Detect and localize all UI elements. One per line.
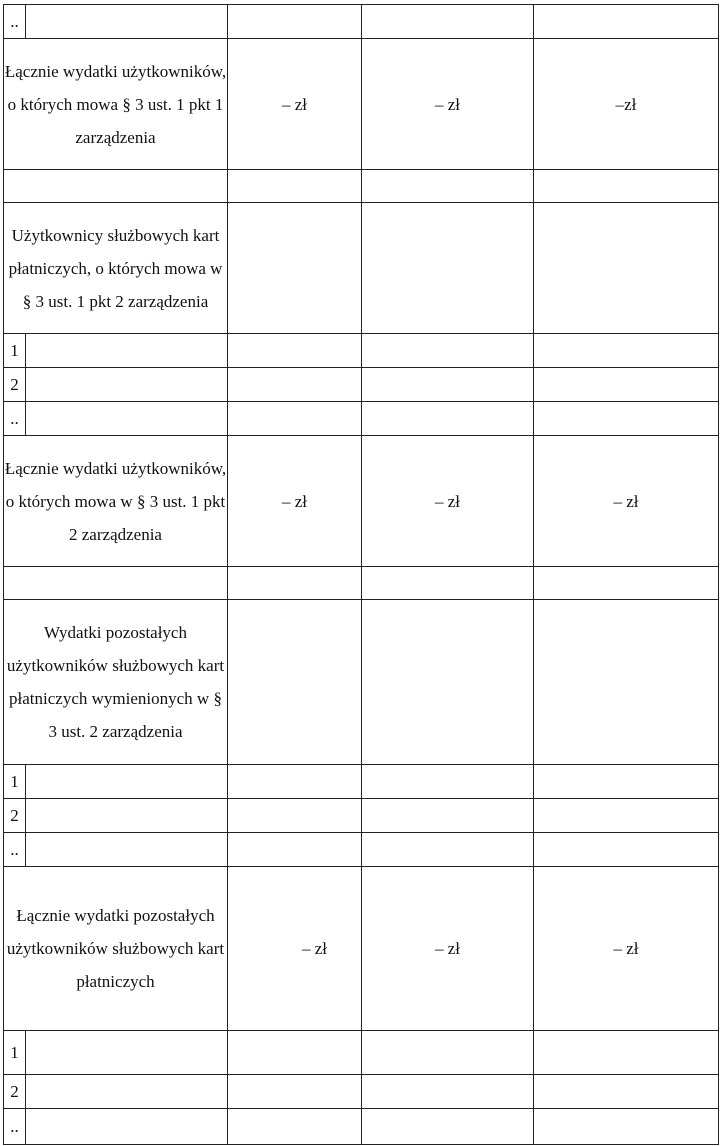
row-index: 1	[4, 765, 26, 799]
row-name-cell	[26, 5, 228, 39]
total-label: Łącznie wydatki użytkowników, o których mowa § 3 ust. 1 pkt 1 zarządzenia	[4, 39, 228, 170]
value-cell	[534, 5, 719, 39]
total-value-col2: – zł	[362, 436, 534, 567]
total-row	[4, 39, 719, 170]
total-value-col3: – zł	[534, 436, 719, 567]
table-row	[4, 833, 719, 867]
row-index: 2	[4, 799, 26, 833]
total-value-col1: – zł	[228, 867, 362, 1031]
row-index: ..	[4, 5, 26, 39]
row-index: 2	[4, 368, 26, 402]
table-row	[4, 799, 719, 833]
total-row	[4, 867, 719, 1031]
row-index: ..	[4, 1109, 26, 1145]
row-index: 2	[4, 1075, 26, 1109]
total-value-col3: –zł	[534, 39, 719, 170]
total-value-col2: – zł	[362, 867, 534, 1031]
total-value-col1: – zł	[228, 436, 362, 567]
section-header-label: Użytkownicy służbowych kart płatniczych, o których mowa w § 3 ust. 1 pkt 2 zarządzenia	[4, 203, 228, 334]
table-row	[4, 334, 719, 368]
total-value-col2: – zł	[362, 39, 534, 170]
table-row	[4, 1109, 719, 1145]
row-index: ..	[4, 402, 26, 436]
total-value-col1: – zł	[228, 39, 362, 170]
spacer-row	[4, 567, 719, 600]
total-label: Łącznie wydatki pozostałych użytkowników służbowych kart płatniczych	[4, 867, 228, 1031]
table-row	[4, 368, 719, 402]
value-cell	[228, 5, 362, 39]
section-header-label: Wydatki pozostałych użytkowników służbowych kart płatniczych wymienionych w § 3 ust. 2 zarządzenia	[4, 600, 228, 765]
row-index: 1	[4, 334, 26, 368]
table-row	[4, 402, 719, 436]
expense-table	[3, 4, 719, 1145]
total-row	[4, 436, 719, 567]
section-header-row	[4, 203, 719, 334]
total-value-col3: – zł	[534, 867, 719, 1031]
value-cell	[362, 5, 534, 39]
total-label: Łącznie wydatki użytkowników, o których mowa w § 3 ust. 1 pkt 2 zarządzenia	[4, 436, 228, 567]
table-row	[4, 1031, 719, 1075]
spacer-row	[4, 170, 719, 203]
row-index: 1	[4, 1031, 26, 1075]
table-row	[4, 5, 719, 39]
table-row	[4, 765, 719, 799]
table-row	[4, 1075, 719, 1109]
section-header-row	[4, 600, 719, 765]
row-index: ..	[4, 833, 26, 867]
